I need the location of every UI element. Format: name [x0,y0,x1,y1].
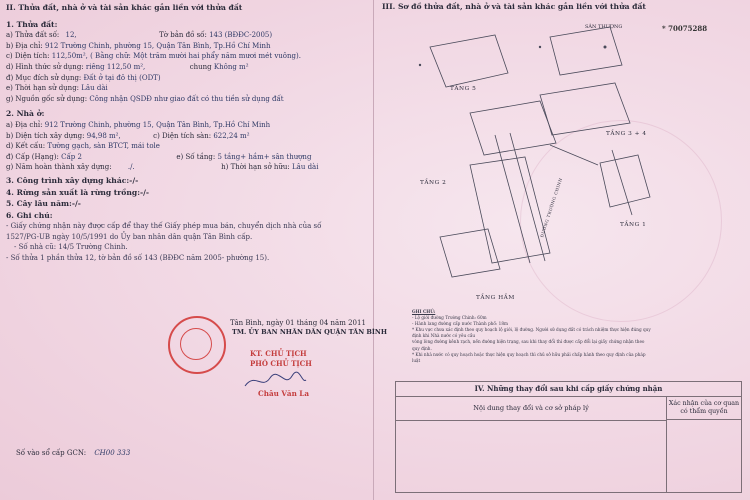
area-row [6,51,368,62]
floor-label-3-4: TẦNG 3 + 4 [606,131,647,137]
address-row [6,41,368,52]
year-label: g) Năm hoàn thành xây dựng: [6,163,112,172]
registry-number-row [16,449,130,457]
usage-form-label: d) Hình thức sử dụng: [6,62,84,71]
grade-value: Cấp 2 [61,152,82,161]
sign-vice-chairman: PHÓ CHỦ TỊCH [250,359,312,368]
floor-label-basement: TẦNG HẦM [476,295,515,301]
legend-heading: GHI CHÚ: [412,309,436,314]
parcel-label: a) Thửa đất số: [6,31,60,40]
address-label: b) Địa chỉ: [6,41,43,50]
note-line-4: - Số thửa 1 phần thửa 12, tờ bản đồ số 143 (BĐĐC năm 2005- phường 15). [6,254,270,263]
term-value: Lâu dài [81,84,108,93]
serial-number: * 70075288 [662,24,708,33]
map-value: 143 [209,31,223,40]
build-area-value: 94,98 m², [86,131,121,140]
floor-label-rooftop: SÂN THƯỢNG [585,24,623,30]
map-label: Tờ bản đồ số: [159,31,207,40]
area-label: c) Diện tích: [6,52,50,61]
floor-label-2: TẦNG 2 [420,180,447,186]
address-value: 912 Trường Chinh, phường 15, Quận Tân Bình, Tp.Hồ Chí Minh [44,41,271,50]
changes-table [395,381,742,493]
signer-name: Châu Văn La [258,389,310,398]
house-address-row [6,120,368,131]
origin-label: g) Nguồn gốc sử dụng: [6,94,88,103]
origin-value: Công nhận QSDĐ như giao đất có thu tiền sử dụng đất [89,94,284,103]
changes-table-column-divider [666,420,667,492]
other-construction: 3. Công trình xây dựng khác:-/- [6,176,139,186]
plan-tangham [440,229,500,277]
changes-col-content: Nội dung thay đổi và cơ sở pháp lý [396,396,667,421]
note-line-1: - Giấy chứng nhận này được cấp để thay thế Giấy phép mua bán, chuyển dịch nhà của số [6,222,322,231]
build-area-label: b) Diện tích xây dựng: [6,131,85,140]
map-note: (BĐĐC-2005) [224,31,273,40]
legend-line-5: * Khi nhà nước có quy hoạch hoặc thực hiện quy hoạch thì chủ sở hữu phải chấp hành theo quy định của pháp luật [412,351,646,363]
usage-common-label: chung [189,62,212,71]
purpose-value: Đất ở tại đô thị (ODT) [83,73,161,82]
structure-value: Tường gạch, sàn BTCT, mái tole [47,142,160,151]
note-line-3: - Số nhà cũ: 14/5 Trường Chinh. [14,243,128,252]
legend-line-3: * Khu vực chưa xác định theo quy hoạch lộ giới, lộ đường. Người sử dụng đất có trách nhiệm thực hiện đúng quy định khi Nhà nước có yêu cầu [412,327,651,339]
build-area-row [6,131,368,142]
house-address-value: 912 Trường Chinh, phường 15, Quận Tân Bình, Tp.Hồ Chí Minh [44,120,271,129]
legend-line-2: - Hành lang đường cấp nước Thành phố: 18m [412,321,508,327]
grade-row [6,152,368,163]
structure-row [6,141,368,152]
changes-table-title: IV. Những thay đổi sau khi cấp giấy chứng nhận [396,382,741,397]
left-section [6,0,368,264]
term-label: e) Thời hạn sử dụng: [6,84,80,93]
changes-col-confirm: Xác nhận của cơ quan có thẩm quyền [667,396,741,420]
usage-form-value: riêng 112,50 m², [85,62,146,71]
parcel-row [6,30,368,41]
usage-form-row [6,62,368,73]
parcel-value: 12, [65,31,77,40]
registry-number-value: CH00 333 [94,449,131,457]
usage-common-value: Không m² [213,62,249,71]
house-address-label: a) Địa chỉ: [6,120,43,129]
floor-area-label: c) Diện tích sàn: [153,131,212,140]
area-value: 112,50m², [51,52,88,61]
floor-area-value: 622,24 m² [213,131,250,140]
ownership-term-label: h) Thời hạn sở hữu: [221,163,290,172]
year-value: ./. [127,163,135,172]
page-divider [373,0,374,500]
section-2-title: II. Thửa đất, nhà ở và tài sản khác gắn liền với thửa đất [6,3,243,12]
plan-rooftop [550,27,622,75]
land-title: 1. Thửa đất: [6,19,58,29]
floor-label-5: TẦNG 5 [450,86,477,92]
notes-title: 6. Ghi chú: [6,210,53,220]
house-title: 2. Nhà ở: [6,109,45,119]
plan-tang34 [540,83,630,135]
floors-value: 5 tầng+ hầm+ sân thượng [217,152,312,161]
sign-date: Tân Bình, ngày 01 tháng 04 năm 2011 [230,319,366,327]
plan-tang5 [430,35,508,87]
origin-row [6,94,368,105]
note-line-2: 1527/PG-UB ngày 10/5/1991 do Ủy ban nhân dân quận Tân Bình cấp. [6,232,253,241]
sign-kt: KT. CHỦ TỊCH [250,349,307,358]
production-forest: 4. Rừng sản xuất là rừng trồng:-/- [6,187,150,197]
legend-line-4: vòng lòng đường kênh rạch, nền đường hiện trạng, sau khi thay đổi thì được cấp đổi lại giấy chứng nhận theo quy định. [412,339,645,351]
plan-tang2 [470,101,556,155]
legend-line-1: - Lộ giới đường Trường Chinh: 60m [412,315,487,321]
purpose-label: đ) Mục đích sử dụng: [6,73,82,82]
sign-organization: TM. ỦY BAN NHÂN DÂN QUẬN TÂN BÌNH [232,328,388,336]
map-legend [412,309,652,364]
term-row [6,83,368,94]
seal-star-icon [180,328,212,360]
ownership-term-value: Lâu dài [292,163,319,172]
area-words: ( Bằng chữ: Một trăm mười hai phẩy năm mươi mét vuông). [90,52,301,61]
street-label: ĐƯỜNG TRƯỜNG CHINH [539,177,564,238]
structure-label: d) Kết cấu: [6,142,46,151]
purpose-row [6,73,368,84]
perennial-trees: 5. Cây lâu năm:-/- [6,199,81,209]
registry-number-label: Số vào sổ cấp GCN: [16,449,87,457]
floor-plan-diagram [400,25,655,305]
year-row [6,162,368,173]
plan-lot [470,157,550,263]
floors-label: e) Số tầng: [176,152,216,161]
plan-tang1 [600,155,650,207]
floor-label-1: TẦNG 1 [620,222,647,228]
grade-label: đ) Cấp (Hạng): [6,152,59,161]
section-3-title: III. Sơ đồ thửa đất, nhà ở và tài sản khác gắn liền với thửa đất [382,2,646,11]
